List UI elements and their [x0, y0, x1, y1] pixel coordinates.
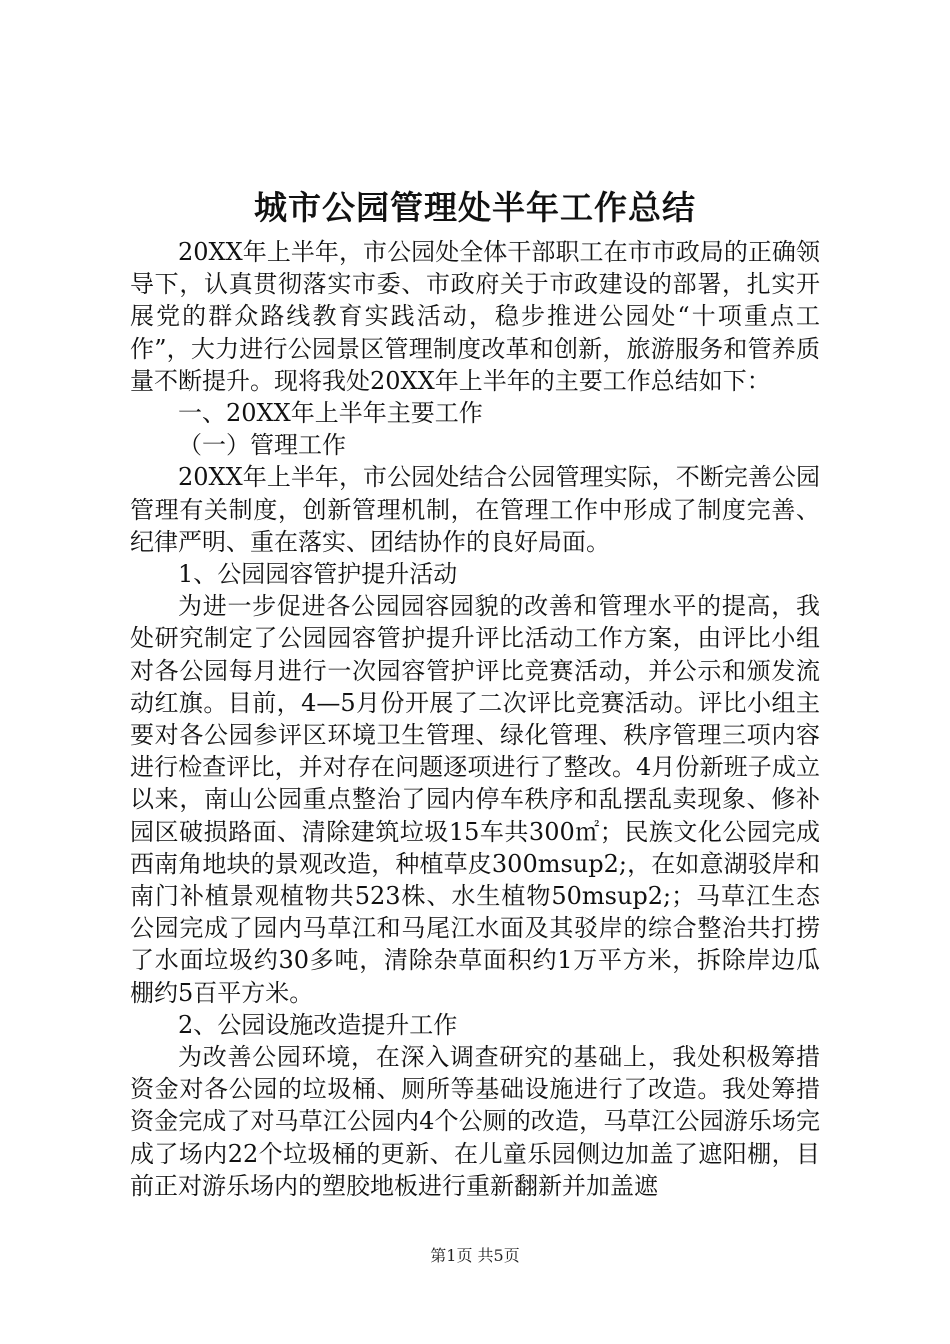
- document-body: [130, 236, 820, 1202]
- document-title: 城市公园管理处半年工作总结: [254, 188, 696, 227]
- paragraph-management: 20XX年上半年，市公园处结合公园管理实际，不断完善公园管理有关制度，创新管理机制，在管理工作中形成了制度完善、纪律严明、重在落实、团结协作的良好局面。: [130, 463, 820, 556]
- heading-subsection-management: （一）管理工作: [178, 431, 346, 460]
- paragraph-item-2: 为改善公园环境，在深入调查研究的基础上，我处积极筹措资金对各公园的垃圾桶、厕所等基础设施进行了改造。我处筹措资金完成了对马草江公园内4个公厕的改造，马草江公园游乐场完成了场内22个垃圾桶的更新、在儿童乐园侧边加盖了遮阳棚，目前正对游乐场内的塑胶地板进行重新翻新并加盖遮: [130, 1043, 820, 1200]
- heading-item-1: 1、公园园容管护提升活动: [178, 560, 458, 589]
- heading-section-1: 一、20XX年上半年主要工作: [178, 399, 483, 428]
- heading-item-2: 2、公园设施改造提升工作: [178, 1010, 458, 1039]
- paragraph-intro: 20XX年上半年，市公园处全体干部职工在市市政局的正确领导下，认真贯彻落实市委、市政府关于市政建设的部署，扎实开展党的群众路线教育实践活动，稳步推进公园处“十项重点工作”，大力进行公园景区管理制度改革和创新，旅游服务和管养质量不断提升。现将我处20XX年上半年的主要工作总结如下：: [130, 238, 820, 395]
- page-number-footer: 第1页 共5页: [430, 1246, 520, 1265]
- paragraph-item-1: 为进一步促进各公园园容园貌的改善和管理水平的提高，我处研究制定了公园园容管护提升评比活动工作方案，由评比小组对各公园每月进行一次园容管护评比竞赛活动，并公示和颁发流动红旗。目前，4—5月份开展了二次评比竞赛活动。评比小组主要对各公园参评区环境卫生管理、绿化管理、秩序管理三项内容进行检查评比，并对存在问题逐项进行了整改。4月份新班子成立以来，南山公园重点整治了园内停车秩序和乱摆乱卖现象、修补园区破损路面、清除建筑垃圾15车共300㎡；民族文化公园完成西南角地块的景观改造，种植草皮300msup2;，在如意湖驳岸和南门补植景观植物共523株、水生植物50msup2;；马草江生态公园完成了园内马草江和马尾江水面及其驳岸的综合整治共打捞了水面垃圾约30多吨，清除杂草面积约1万平方米，拆除岸边瓜棚约5百平方米。: [130, 592, 820, 1007]
